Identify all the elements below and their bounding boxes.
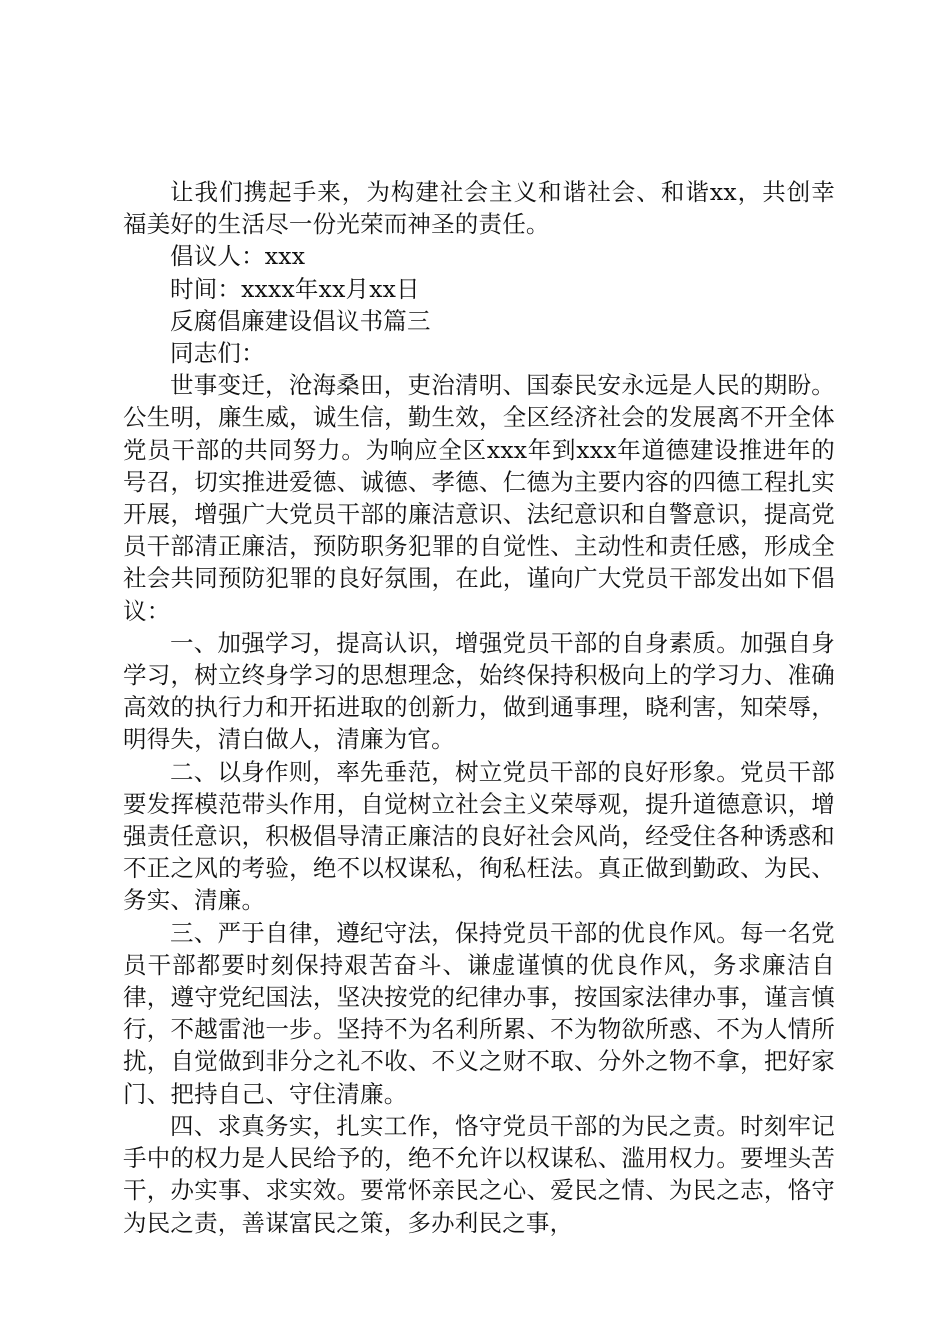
- salutation: 同志们：: [170, 339, 265, 368]
- initiator-line: 倡议人：xxx: [170, 242, 306, 271]
- intro-paragraph: 世事变迁，沧海桑田，吏治清明、国泰民安永远是人民的期盼。公生明，廉生威，诚生信，勤生效，全区经济社会的发展离不开全体党员干部的共同努力。为响应全区xxx年到xxx年道德建设推进年的号召，切实推进爱德、诚德、孝德、仁德为主要内容的四德工程扎实开展，增强广大党员干部的廉洁意识、法纪意识和自警意识，提高党员干部清正廉洁，预防职务犯罪的自觉性、主动性和责任感，形成全社会共同预防犯罪的良好氛围，在此，谨向广大党员干部发出如下倡议：: [123, 371, 835, 625]
- closing-paragraph: 让我们携起手来，为构建社会主义和谐社会、和谐xx，共创幸福美好的生活尽一份光荣而神圣的责任。: [123, 178, 835, 239]
- proposal-item-3: 三、严于自律，遵纪守法，保持党员干部的优良作风。每一名党员干部都要时刻保持艰苦奋斗、谦虚谨慎的优良作风，务求廉洁自律，遵守党纪国法，坚决按党的纪律办事，按国家法律办事，谨言慎行，不越雷池一步。坚持不为名利所累、不为物欲所惑、不为人情所扰，自觉做到非分之礼不收、不义之财不取、分外之物不拿，把好家门、把持自己、守住清廉。: [123, 918, 835, 1108]
- document-body: [123, 176, 835, 1239]
- section-title: 反腐倡廉建设倡议书篇三: [170, 306, 431, 335]
- proposal-item-1: 一、加强学习，提高认识，增强党员干部的自身素质。加强自身学习，树立终身学习的思想理念，始终保持积极向上的学习力、准确高效的执行力和开拓进取的创新力，做到通事理，晓利害，知荣辱，明得失，清白做人，清廉为官。: [123, 628, 835, 754]
- proposal-item-2: 二、以身作则，率先垂范，树立党员干部的良好形象。党员干部要发挥模范带头作用，自觉树立社会主义荣辱观，提升道德意识，增强责任意识，积极倡导清正廉洁的良好社会风尚，经受住各种诱惑和不正之风的考验，绝不以权谋私，徇私枉法。真正做到勤政、为民、务实、清廉。: [123, 757, 835, 915]
- proposal-item-4: 四、求真务实，扎实工作，恪守党员干部的为民之责。时刻牢记手中的权力是人民给予的，绝不允许以权谋私、滥用权力。要埋头苦干，办实事、求实效。要常怀亲民之心、爱民之情、为民之志，恪守为民之责，善谋富民之策，多办利民之事，: [123, 1111, 835, 1237]
- date-line: 时间：xxxx年xx月xx日: [170, 274, 420, 303]
